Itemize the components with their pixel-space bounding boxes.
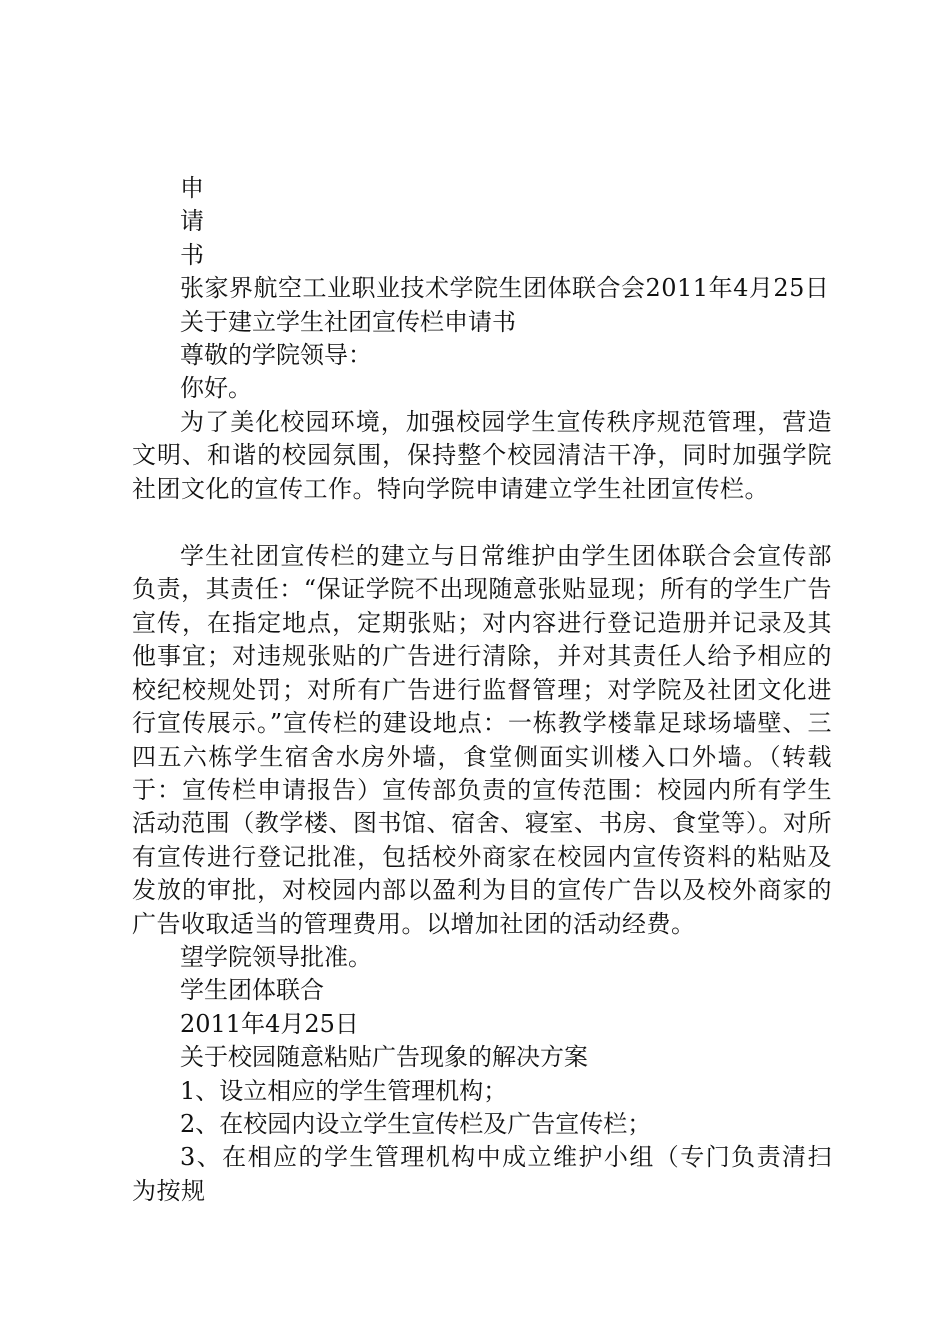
title-char-1: 申 [180,174,204,202]
subject-line: 关于建立学生社团宣传栏申请书 [180,307,516,336]
request-line: 望学院领导批准。 [180,942,372,971]
solution-item-2: 2、在校园内设立学生宣传栏及广告宣传栏； [180,1109,652,1138]
title-char-2: 请 [180,207,204,236]
paragraph-gap [132,506,832,540]
date-line: 2011年4月25日 [180,1009,359,1038]
signature-line: 学生团体联合 [180,976,324,1005]
paragraph-purpose: 为了美化校园环境，加强校园学生宣传秩序规范管理，营造文明、和谐的校园氛围，保持整个校园清洁干净，同时加强学院社团文化的宣传工作。特向学院申请建立学生社团宣传栏。 [132,407,832,503]
title-char-3: 书 [180,240,204,269]
greeting: 你好。 [180,374,252,403]
document-body [132,172,832,1208]
org-date-line: 张家界航空工业职业技术学院生团体联合会2011年4月25日 [180,274,830,303]
paragraph-responsibility: 学生社团宣传栏的建立与日常维护由学生团体联合会宣传部负责，其责任：“保证学院不出现随意张贴显现；所有的学生广告宣传，在指定地点，定期张贴；对内容进行登记造册并记录及其他事宜；对违规张贴的广告进行清除，并对其责任人给予相应的校纪校规处罚；对所有广告进行监督管理；对学院及社团文化进行宣传展示。”宣传栏的建设地点：一栋教学楼靠足球场墙壁、三四五六栋学生宿舍水房外墙，食堂侧面实训楼入口外墙。（转载于：宣传栏申请报告）宣传部负责的宣传范围：校园内所有学生活动范围（教学楼、图书馆、宿舍、寝室、书房、食堂等）。对所有宣传进行登记批准，包括校外商家在校园内宣传资料的粘贴及发放的审批，对校园内部以盈利为目的宣传广告以及校外商家的广告收取适当的管理费用。以增加社团的活动经费。 [132,542,832,938]
solution-title: 关于校园随意粘贴广告现象的解决方案 [180,1043,588,1072]
salutation: 尊敬的学院领导： [180,341,372,370]
solution-item-1: 1、设立相应的学生管理机构； [180,1076,508,1105]
solution-item-3: 3、在相应的学生管理机构中成立维护小组（专门负责清扫为按规 [132,1143,832,1205]
